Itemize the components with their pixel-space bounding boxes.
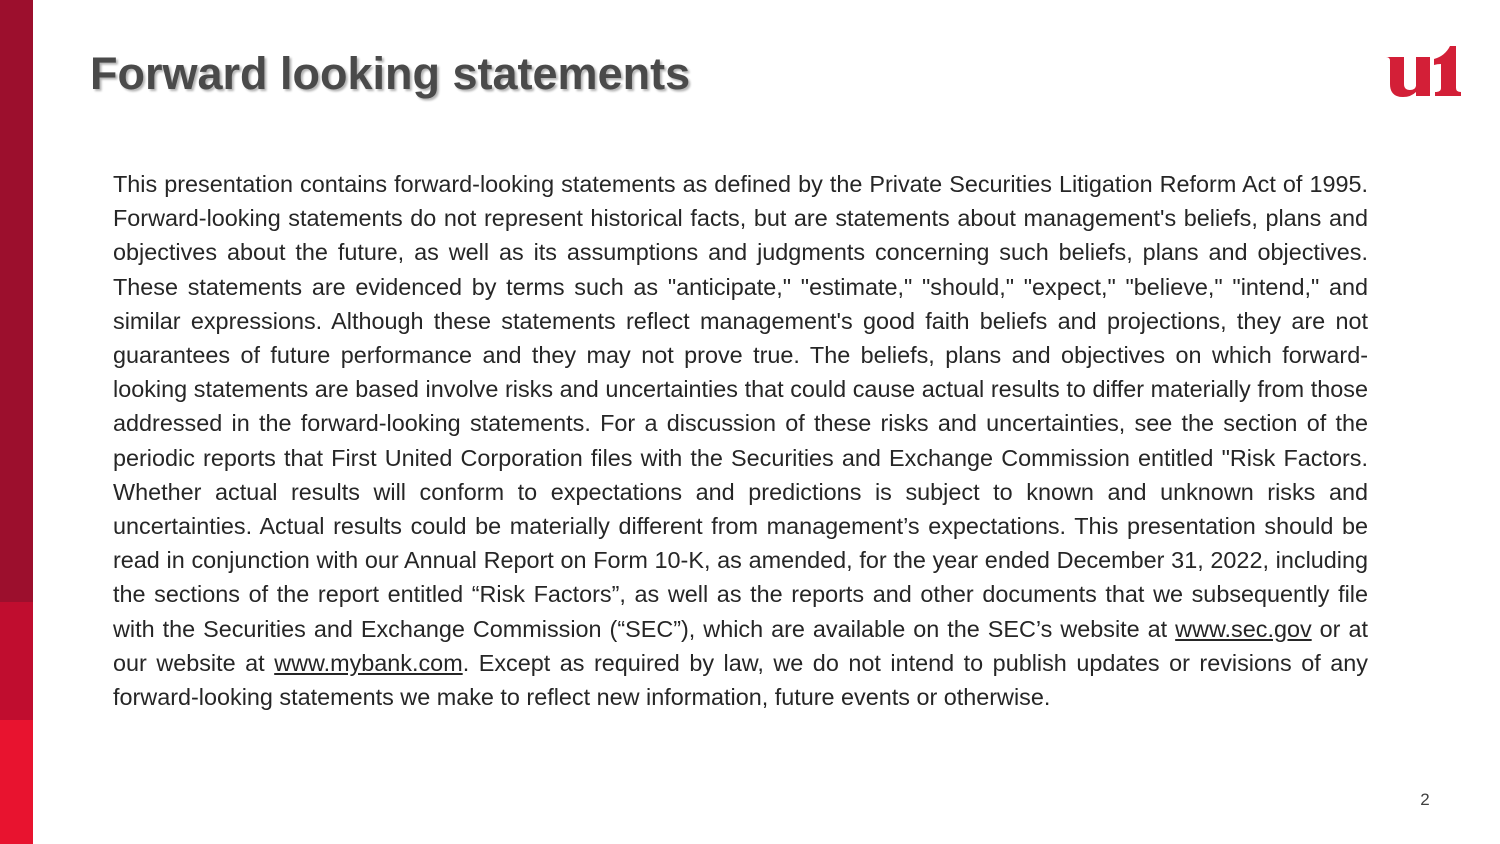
side-accent-bar [0, 0, 33, 844]
statement-text-part-2: or at our website at [113, 615, 1368, 676]
forward-looking-statement-text [113, 167, 1368, 714]
slide-title: Forward looking statements [90, 48, 691, 99]
side-bar-bottom-segment [0, 720, 33, 844]
side-bar-middle-segment [0, 602, 33, 720]
statement-text-part-3: . Except as required by law, we do not intend to publish updates or revisions of any forward-looking statements we make to reflect new information, future events or otherwise. [113, 649, 1368, 711]
first-united-u1-logo-icon [1384, 44, 1462, 98]
sec-website-link[interactable]: www.sec.gov [1175, 615, 1312, 642]
side-bar-top-segment [0, 0, 33, 602]
statement-text-part-1: This presentation contains forward-looking statements as defined by the Private Securities Litigation Reform Act of 1995. Forward-looking statements do not represent historical facts, but are statements about management's beliefs, plans and objectives about the future, as well as its assumptions and judgments concerning such beliefs, plans and objectives. These statements are evidenced by terms such as "anticipate," "estimate," "should," "expect," "believe," "intend," and similar expressions. Although these statements reflect management's good faith beliefs and projections, they are not guarantees of future performance and they may not prove true. The beliefs, plans and objectives on which forward-looking statements are based involve risks and uncertainties that could cause actual results to differ materially from those addressed in the forward-looking statements. For a discussion of these risks and uncertainties, see the section of the periodic reports that First United Corporation files with the Securities and Exchange Commission entitled "Risk Factors. Whether actual results will conform to expectations and predictions is subject to known and unknown risks and uncertainties. Actual results could be materially different from management’s expectations. This presentation should be read in conjunction with our Annual Report on Form 10-K, as amended, for the year ended December 31, 2022, including the sections of the report entitled “Risk Factors”, as well as the reports and other documents that we subsequently file with the Securities and Exchange Commission (“SEC”), which are available on the SEC’s website at [113, 171, 1368, 642]
page-number: 2 [1420, 790, 1430, 809]
mybank-website-link[interactable]: www.mybank.com [274, 649, 463, 676]
